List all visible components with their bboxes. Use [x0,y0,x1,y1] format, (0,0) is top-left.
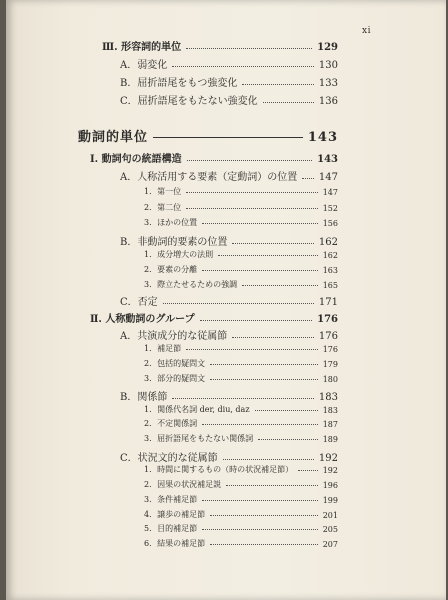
toc-entry-title: 1．成分増大の法則 [144,250,214,259]
toc-entry-title: C．状況文的な従属節 [120,453,218,464]
toc-entry-page: 196 [322,481,338,490]
toc-leader-dots [202,222,318,224]
toc-entry-title: 3．際立たせるための強調 [144,280,238,289]
toc-entry [144,433,338,444]
toc-entry-title: 4．譲歩の補足節 [144,510,206,519]
toc-leader-dots [210,363,318,365]
toc-entry [102,38,338,53]
toc-entry-title: Ⅰ. 動詞句の統語構造 [90,154,182,165]
toc-entry-page: 152 [322,204,338,213]
toc-entry-page: 162 [318,237,338,248]
toc-leader-dots [153,136,303,138]
toc-entry-title: B．屈折語尾をもつ強変化 [120,78,238,89]
toc-leader-dots [200,319,313,321]
toc-leader-dots [210,514,318,516]
toc-entry-page: 163 [322,266,338,275]
toc-entry [120,92,338,107]
toc-leader-dots [186,191,318,193]
toc-leader-dots [202,269,318,271]
toc-entry-title: 2．第二位 [144,203,182,212]
toc-entry-page: 192 [322,466,338,475]
toc-entry-title: 1．関係代名詞 der, diu, daz [144,405,250,414]
toc-entry-page: 143 [307,130,338,145]
toc-entry [144,343,338,354]
toc-leader-dots [202,499,318,501]
toc-entry-page: 189 [322,435,338,444]
table-of-contents [6,0,446,600]
toc-entry [90,150,338,165]
toc-entry-page: 133 [318,78,338,89]
toc-entry-page: 165 [322,281,338,290]
page-marker: xi [362,26,371,36]
toc-entry [144,523,338,534]
toc-entry-title: Ⅱ. 人称動詞のグループ [90,314,195,325]
toc-entry-page: 183 [322,406,338,415]
toc-entry-page: 187 [322,420,338,429]
toc-entry-page: 205 [322,525,338,534]
toc-entry [144,373,338,384]
toc-entry [144,279,338,290]
toc-entry [144,479,338,490]
toc-entry-title: 1．第一位 [144,187,182,196]
toc-entry-page: 176 [322,345,338,354]
toc-entry [144,186,338,197]
toc-entry-title: 3．ほかの位置 [144,218,198,227]
toc-leader-dots [298,469,318,471]
toc-leader-dots [302,177,314,179]
toc-entry-page: 180 [322,375,338,384]
toc-entry-title: B．関係節 [120,392,168,403]
toc-entry [144,509,338,520]
toc-entry [120,56,338,71]
toc-entry-title: 2．要素の分離 [144,265,198,274]
toc-entry [144,538,338,549]
toc-entry-page: 199 [322,496,338,505]
toc-entry [144,494,338,505]
toc-entry [144,464,338,475]
toc-entry-title: 2．因果の状況補足説 [144,480,222,489]
toc-entry [90,310,338,325]
toc-entry-page: 176 [317,314,338,325]
toc-entry-title: 3．部分的疑問文 [144,374,206,383]
toc-leader-dots [163,302,314,304]
toc-entry-page: 207 [322,540,338,549]
toc-entry-page: 171 [318,297,338,308]
toc-entry [144,358,338,369]
book-page [6,0,446,600]
toc-leader-dots [232,242,314,244]
toc-leader-dots [172,397,314,399]
toc-leader-dots [186,207,318,209]
toc-leader-dots [226,484,318,486]
toc-leader-dots [223,458,314,460]
toc-leader-dots [242,83,314,85]
toc-entry-page: 136 [318,96,338,107]
toc-entry-title: A．人称活用する要素（定動詞）の位置 [120,172,298,183]
toc-entry-title: 2．包括的疑問文 [144,359,206,368]
toc-entry-title: A．弱変化 [120,60,168,71]
toc-entry-page: 129 [317,42,338,53]
toc-entry [144,264,338,275]
toc-leader-dots [258,438,318,440]
toc-entry [144,418,338,429]
toc-entry-title: 1．時間に関するもの（時の状況補足節） [144,465,294,474]
toc-entry-title: 2．不定関係詞 [144,419,198,428]
toc-leader-dots [232,336,314,338]
toc-entry-title: 5．目的補足節 [144,524,198,533]
toc-entry-page: 201 [322,511,338,520]
toc-entry-page: 147 [318,172,338,183]
toc-leader-dots [210,543,318,545]
toc-entry-title: A．共演成分的な従属節 [120,331,228,342]
toc-entry [120,233,338,248]
toc-entry [144,249,338,260]
toc-entry [120,168,338,183]
toc-entry [120,293,338,308]
toc-entry-page: 192 [318,453,338,464]
toc-entry-page: 147 [322,188,338,197]
toc-entry [120,74,338,89]
toc-entry-title: 6．結果の補足節 [144,539,206,548]
toc-entry-title: C．屈折語尾をもたない強変化 [120,96,258,107]
toc-entry [120,388,338,403]
toc-entry [144,202,338,213]
toc-leader-dots [186,348,318,350]
toc-entry-page: 179 [322,360,338,369]
toc-entry-title: B．非動詞的要素の位置 [120,237,228,248]
toc-leader-dots [172,65,314,67]
toc-leader-dots [255,409,318,411]
toc-leader-dots [202,423,318,425]
toc-entry [120,327,338,342]
toc-entry-title: C．否定 [120,297,158,308]
toc-entry-page: 143 [317,154,338,165]
toc-entry-title: 1．補足節 [144,344,182,353]
toc-leader-dots [263,101,314,103]
toc-entry-title: 3．屈折語尾をもたない関係詞 [144,434,254,443]
toc-entry-title: Ⅲ. 形容詞的単位 [102,42,182,53]
toc-entry-page: 176 [318,331,338,342]
toc-leader-dots [210,378,318,380]
toc-leader-dots [186,47,312,49]
toc-entry-title: 動詞的単位 [78,130,149,145]
toc-entry-page: 183 [318,392,338,403]
toc-entry [144,217,338,228]
toc-entry [144,404,338,415]
toc-leader-dots [202,528,318,530]
toc-entry-page: 130 [318,60,338,71]
toc-entry [120,449,338,464]
toc-leader-dots [187,159,312,161]
toc-entry-page: 162 [322,251,338,260]
toc-entry-title: 3．条件補足節 [144,495,198,504]
toc-entry [78,126,338,145]
toc-leader-dots [218,254,318,256]
toc-leader-dots [242,284,318,286]
toc-entry-page: 156 [322,219,338,228]
